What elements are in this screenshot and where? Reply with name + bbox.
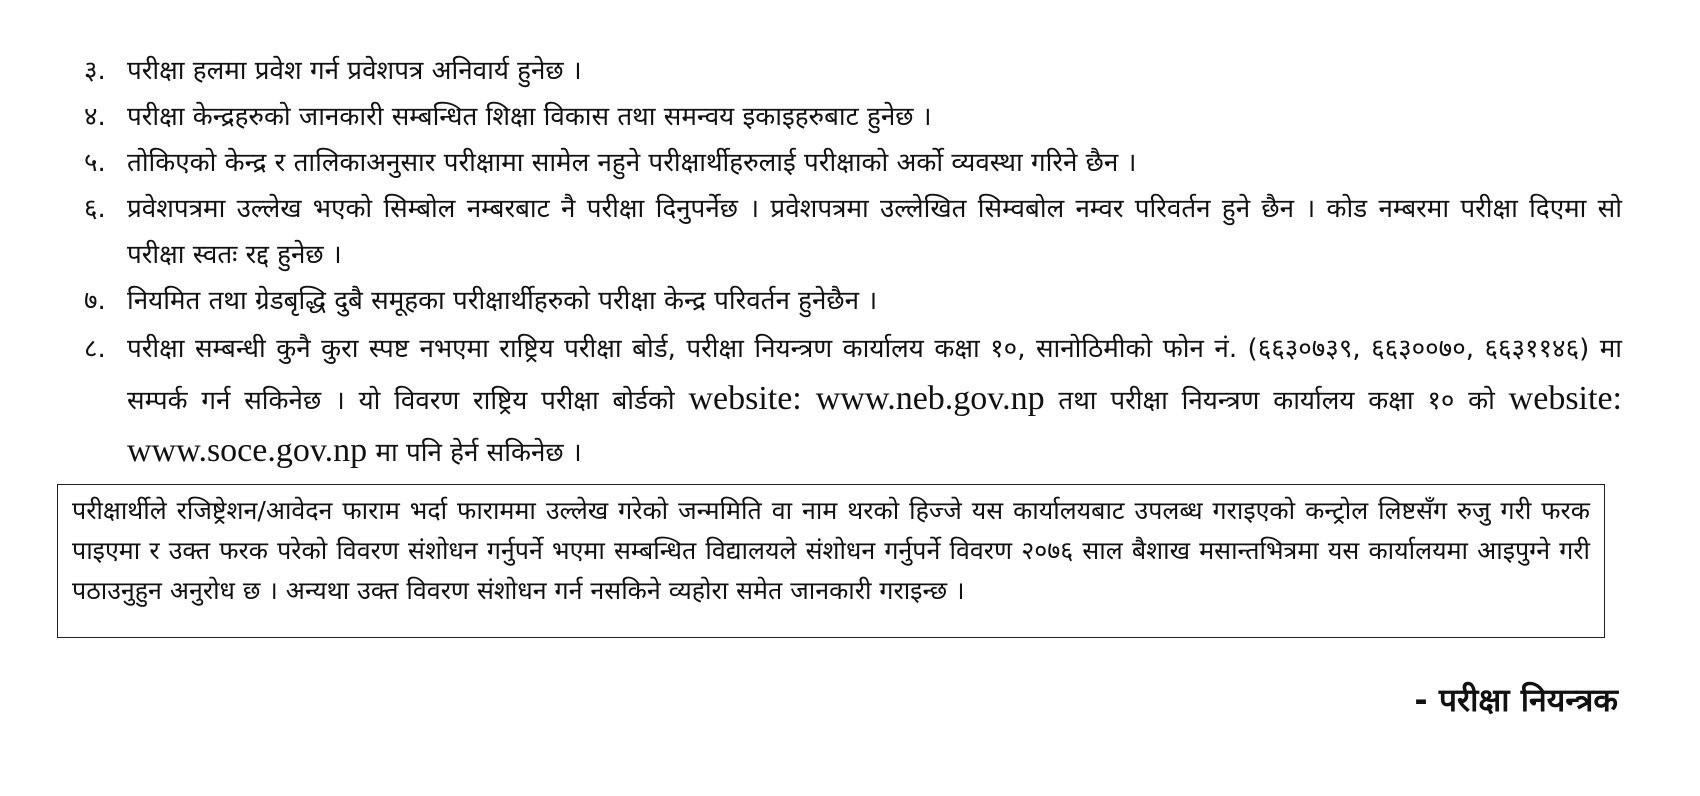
list-item [84, 48, 1622, 94]
item-number: ६. [84, 194, 106, 224]
item-text-part2: तथा परीक्षा नियन्त्रण कार्यालय कक्षा १० को [1058, 386, 1495, 416]
list-item [84, 186, 1622, 278]
list-item-contact [84, 324, 1622, 478]
item-number: ८. [84, 334, 106, 364]
item-text-part3: मा पनि हेर्न सकिनेछ । [375, 438, 582, 468]
item-number: ४. [84, 102, 106, 132]
item-text: परीक्षा हलमा प्रवेश गर्न प्रवेशपत्र अनिवार्य हुनेछ । [127, 56, 582, 86]
notice-box [57, 484, 1605, 638]
list-item [84, 140, 1622, 186]
item-number: ३. [84, 56, 106, 86]
item-text: नियमित तथा ग्रेडबृद्धि दुबै समूहका परीक्षार्थीहरुको परीक्षा केन्द्र परिवर्तन हुनेछैन । [127, 286, 878, 316]
signature-line: - परीक्षा नियन्त्रक [1414, 681, 1618, 719]
item-text: तोकिएको केन्द्र र तालिकाअनुसार परीक्षामा सामेल नहुने परीक्षार्थीहरुलाई परीक्षाको अर्को व्यवस्था गरिने छैन । [127, 148, 1137, 178]
item-text-part1: परीक्षा सम्बन्धी कुनै कुरा स्पष्ट नभएमा राष्ट्रिय परीक्षा बोर्ड, परीक्षा नियन्त्रण कार्यालय कक्षा १०, सानोठिमीको फोन नं. (६६३०७३९, ६६३००७०, ६६३११४६) मा सम्पर्क गर्न सकिनेछ । यो विवरण राष्ट्रिय परीक्षा बोर्डको [127, 334, 1622, 416]
item-text: प्रवेशपत्रमा उल्लेख भएको सिम्बोल नम्बरबाट नै परीक्षा दिनुपर्नेछ । प्रवेशपत्रमा उल्लेखित सिम्वबोल नम्वर परिवर्तन हुने छैन । कोड नम्बरमा परीक्षा दिएमा सो परीक्षा स्वतः रद्द हुनेछ । [127, 194, 1622, 270]
instruction-list [84, 48, 1622, 478]
item-text: परीक्षा केन्द्रहरुको जानकारी सम्बन्धित शिक्षा विकास तथा समन्वय इकाइहरुबाट हुनेछ । [127, 102, 932, 132]
soce-website-link[interactable]: website: www.soce.gov.np [127, 380, 1622, 469]
notice-text: परीक्षार्थीले रजिष्ट्रेशन/आवेदन फाराम भर्दा फाराममा उल्लेख गरेको जन्ममिति वा नाम थरको हिज्जे यस कार्यालयबाट उपलब्ध गराइएको कन्ट्रोल लिष्टसँग रुजु गरी फरक पाइएमा र उक्त फरक परेको विवरण संशोधन गर्नुपर्ने भएमा सम्बन्धित विद्यालयले संशोधन गर्नुपर्ने विवरण २०७६ साल बैशाख मसान्तभित्रमा यस कार्यालयमा आइपुग्ने गरी पठाउनुहुन अनुरोध छ । अन्यथा उक्त विवरण संशोधन गर्न नसकिने व्यहोरा समेत जानकारी गराइन्छ । [72, 496, 1590, 605]
item-number: ५. [84, 148, 106, 178]
list-item [84, 278, 1622, 324]
neb-website-link[interactable]: website: www.neb.gov.np [688, 380, 1045, 417]
list-item [84, 94, 1622, 140]
item-number: ७. [84, 286, 106, 316]
